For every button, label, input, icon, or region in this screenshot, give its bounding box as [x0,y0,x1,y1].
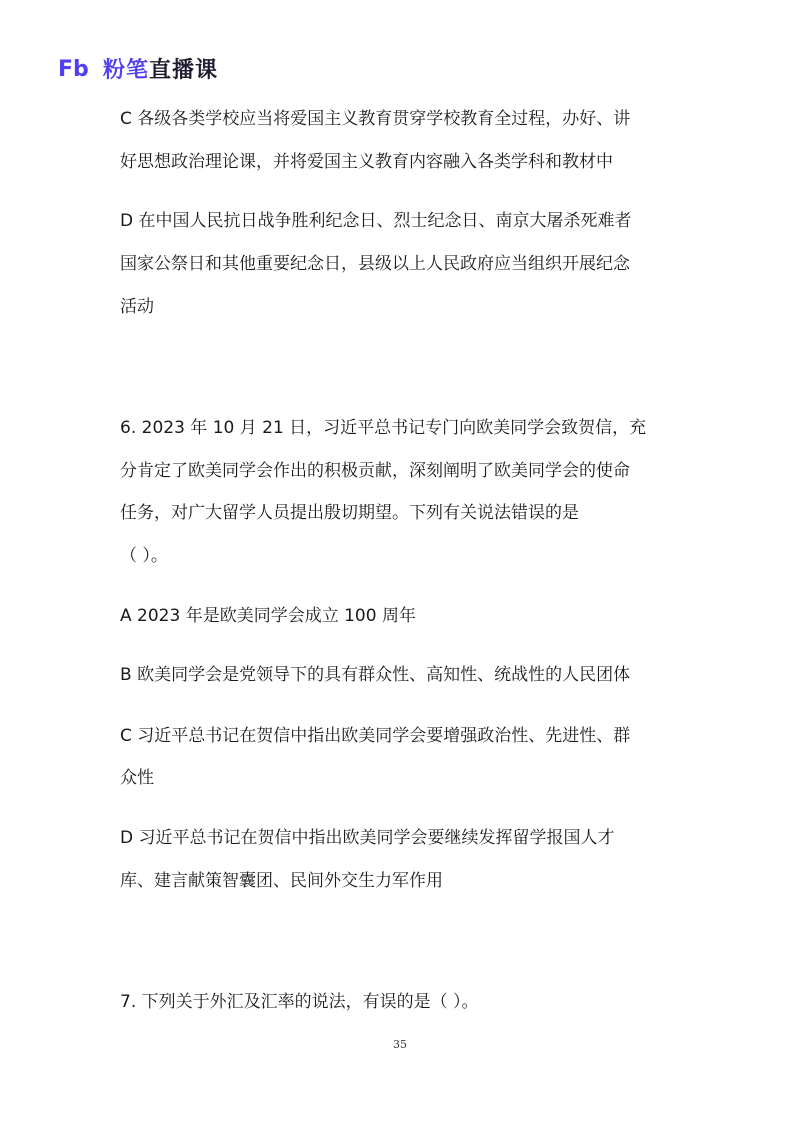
page-number: 35 [393,1038,407,1051]
q6-option-a: A 2023 年是欧美同学会成立 100 周年 [120,606,416,626]
brand-accent: 粉笔 [103,57,150,83]
logo-text: Fb [58,57,89,81]
q6-option-d-line-1: D 习近平总书记在贺信中指出欧美同学会要继续发挥留学报国人才 [120,828,615,848]
brand-rest: 直播课 [149,57,219,83]
q5-option-d-line-2: 国家公祭日和其他重要纪念日，县级以上人民政府应当组织开展纪念 [120,254,630,274]
q7-stem: 7. 下列关于外汇及汇率的说法，有误的是（ ）。 [120,992,479,1012]
q5-option-d-line-1: D 在中国人民抗日战争胜利纪念日、烈士纪念日、南京大屠杀死难者 [120,211,632,231]
fb-logo-icon [57,55,97,81]
q6-option-d-line-2: 库、建言献策智囊团、民间外交生力军作用 [120,871,443,891]
q6-stem-line-1: 6. 2023 年 10 月 21 日，习近平总书记专门向欧美同学会致贺信，充 [120,418,647,438]
q6-option-c-line-2: 众性 [120,768,154,788]
q6-stem-line-4: （ ）。 [120,546,168,566]
q5-option-c-line-1: C 各级各类学校应当将爱国主义教育贯穿学校教育全过程，办好、讲 [120,109,631,129]
q6-option-c-line-1: C 习近平总书记在贺信中指出欧美同学会要增强政治性、先进性、群 [120,726,631,746]
header [57,53,218,83]
q6-option-b: B 欧美同学会是党领导下的具有群众性、高知性、统战性的人民团体 [120,665,631,685]
q6-stem-line-3: 任务，对广大留学人员提出殷切期望。下列有关说法错误的是 [120,503,579,523]
brand-name [103,53,218,84]
q5-option-c-line-2: 好思想政治理论课，并将爱国主义教育内容融入各类学科和教材中 [120,152,613,172]
q5-option-d-line-3: 活动 [120,297,154,317]
q6-stem-line-2: 分肯定了欧美同学会作出的积极贡献，深刻阐明了欧美同学会的使命 [120,461,630,481]
